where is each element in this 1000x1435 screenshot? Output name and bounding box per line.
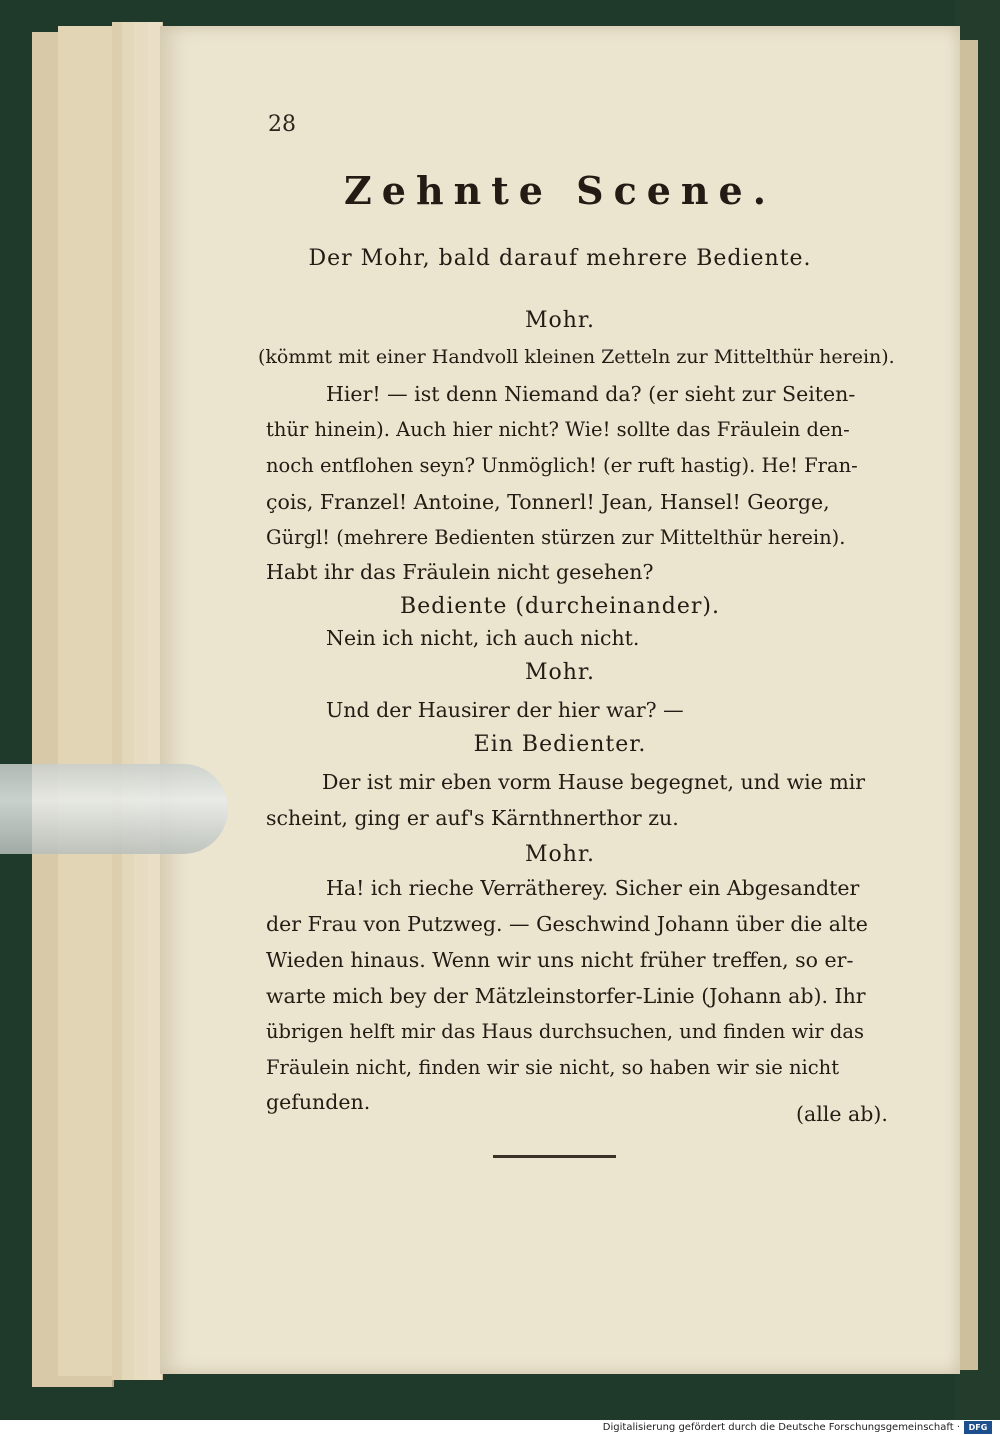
text-line: Der ist mir eben vorm Hause begegnet, und wie mir	[322, 770, 866, 794]
text-line: gefunden.	[266, 1090, 371, 1114]
text-line: übrigen helft mir das Haus durchsuchen, und finden wir das	[266, 1020, 865, 1043]
speaker-heading: Mohr.	[524, 842, 596, 867]
speaker-heading: Mohr.	[524, 660, 596, 685]
book-page-stack	[58, 26, 119, 1376]
text-line: warte mich bey der Mätzleinstorfer-Linie (Johann ab). Ihr	[266, 984, 866, 1008]
facing-page-edge	[958, 40, 978, 1370]
speaker-heading: Mohr.	[524, 308, 596, 333]
text-line: (kömmt mit einer Handvoll kleinen Zetteln zur Mittelthür herein).	[258, 346, 895, 368]
text-line: der Frau von Putzweg. — Geschwind Johann über die alte	[266, 912, 868, 936]
speaker-heading: Ein Bedienter.	[473, 732, 647, 757]
page-holder-clip	[0, 764, 228, 854]
text-line: Ha! ich rieche Verrätherey. Sicher ein Abgesandter	[326, 876, 860, 900]
speaker-heading: Bediente (durcheinander).	[400, 594, 720, 619]
text-line: noch entflohen seyn? Unmöglich! (er ruft hastig). He! Fran-	[266, 454, 858, 477]
text-line: Gürgl! (mehrere Bedienten stürzen zur Mittelthür herein).	[266, 526, 846, 549]
text-line: thür hinein). Auch hier nicht? Wie! sollte das Fräulein den-	[266, 418, 850, 441]
page-number: 28	[268, 112, 296, 137]
cast-line: Der Mohr, bald darauf mehrere Bediente.	[308, 246, 812, 271]
stage-direction: (alle ab).	[796, 1102, 888, 1126]
text-line: Und der Hausirer der hier war? —	[326, 698, 684, 722]
page-stack-layer	[134, 22, 149, 1380]
text-line: scheint, ging er auf's Kärnthnerthor zu.	[266, 806, 679, 830]
scene-title: Zehnte Scene.	[344, 168, 776, 213]
section-end-rule	[493, 1155, 616, 1158]
text-line: Hier! — ist denn Niemand da? (er sieht zur Seiten-	[326, 382, 856, 406]
text-line: Habt ihr das Fräulein nicht gesehen?	[266, 560, 654, 584]
text-line: Fräulein nicht, finden wir sie nicht, so haben wir sie nicht	[266, 1056, 840, 1079]
text-line: çois, Franzel! Antoine, Tonnerl! Jean, Hansel! George,	[266, 490, 830, 514]
text-line: Nein ich nicht, ich auch nicht.	[326, 626, 640, 650]
dfg-logo: DFG	[964, 1421, 992, 1434]
text-line: Wieden hinaus. Wenn wir uns nicht früher treffen, so er-	[266, 948, 854, 972]
footer-credit: Digitalisierung gefördert durch die Deutsche Forschungsgemeinschaft ·	[602, 1422, 960, 1433]
